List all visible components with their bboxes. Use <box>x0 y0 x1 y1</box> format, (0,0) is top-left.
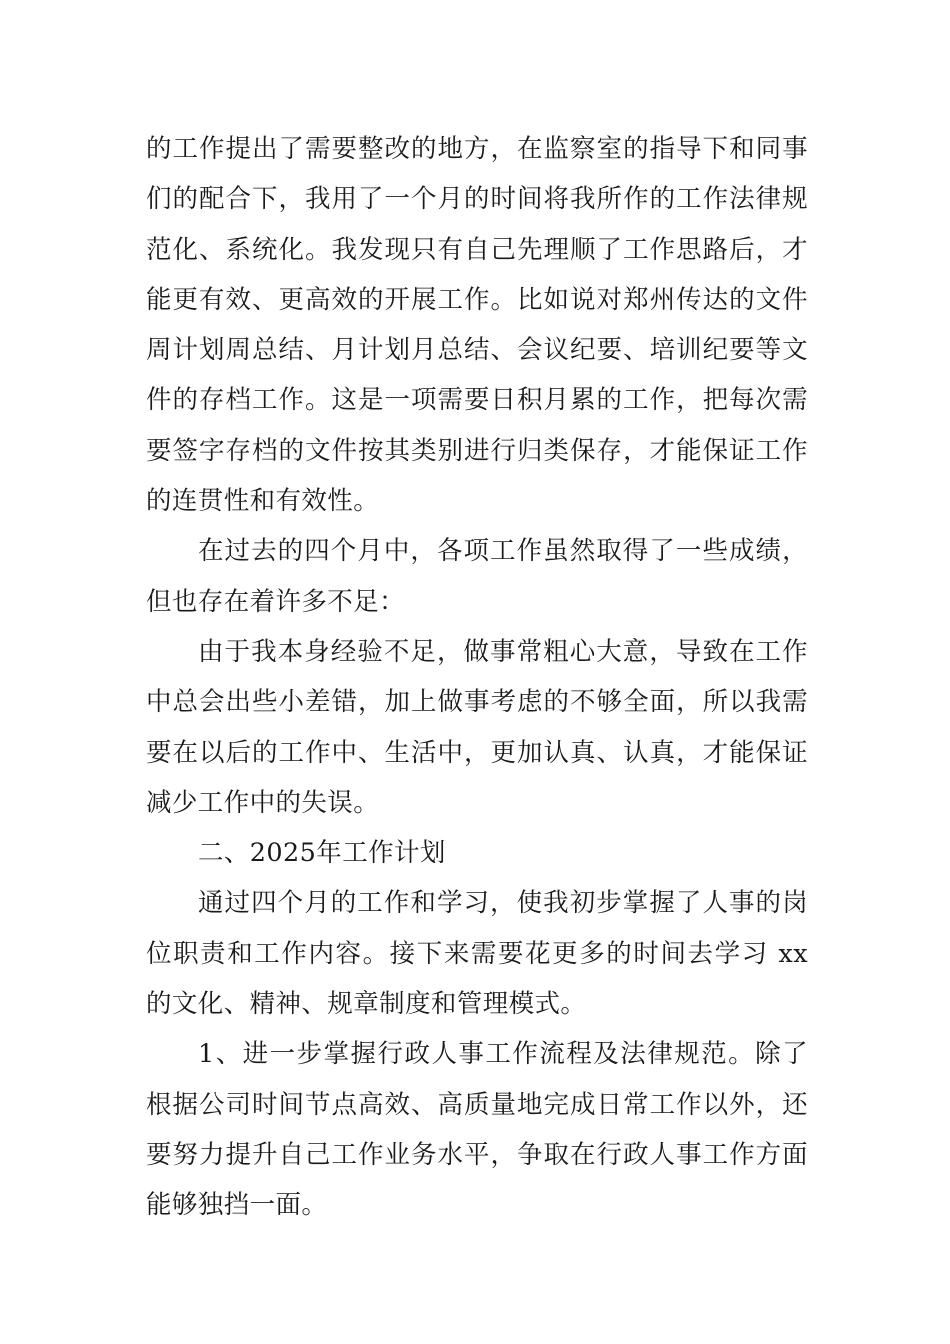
paragraph-continuation: 的工作提出了需要整改的地方，在监察室的指导下和同事们的配合下，我用了一个月的时间将我所作的工作法律规范化、系统化。我发现只有自己先理顺了工作思路后，才能更有效、更高效的开展工作。比如说对郑州传达的文件周计划周总结、月计划月总结、会议纪要、培训纪要等文件的存档工作。这是一项需要日积月累的工作，把每次需要签字存档的文件按其类别进行归类保存，才能保证工作的连贯性和有效性。 <box>146 134 808 517</box>
section-heading-work-plan: 二、2025年工作计划 <box>198 838 446 869</box>
paragraph-plan-intro: 通过四个月的工作和学习，使我初步掌握了人事的岗位职责和工作内容。接下来需要花更多的时间去学习 xx 的文化、精神、规章制度和管理模式。 <box>146 888 808 1020</box>
paragraph-achievements: 在过去的四个月中，各项工作虽然取得了一些成绩，但也存在着许多不足： <box>146 536 808 617</box>
paragraph-plan-item-1: 1、进一步掌握行政人事工作流程及法律规范。除了根据公司时间节点高效、高质量地完成日常工作以外，还要努力提升自己工作业务水平，争取在行政人事工作方面能够独挡一面。 <box>146 1039 808 1221</box>
paragraph-shortcomings: 由于我本身经验不足，做事常粗心大意，导致在工作中总会出些小差错，加上做事考虑的不够全面，所以我需要在以后的工作中、生活中，更加认真、认真，才能保证减少工作中的失误。 <box>146 636 808 818</box>
document-body <box>146 124 808 1231</box>
